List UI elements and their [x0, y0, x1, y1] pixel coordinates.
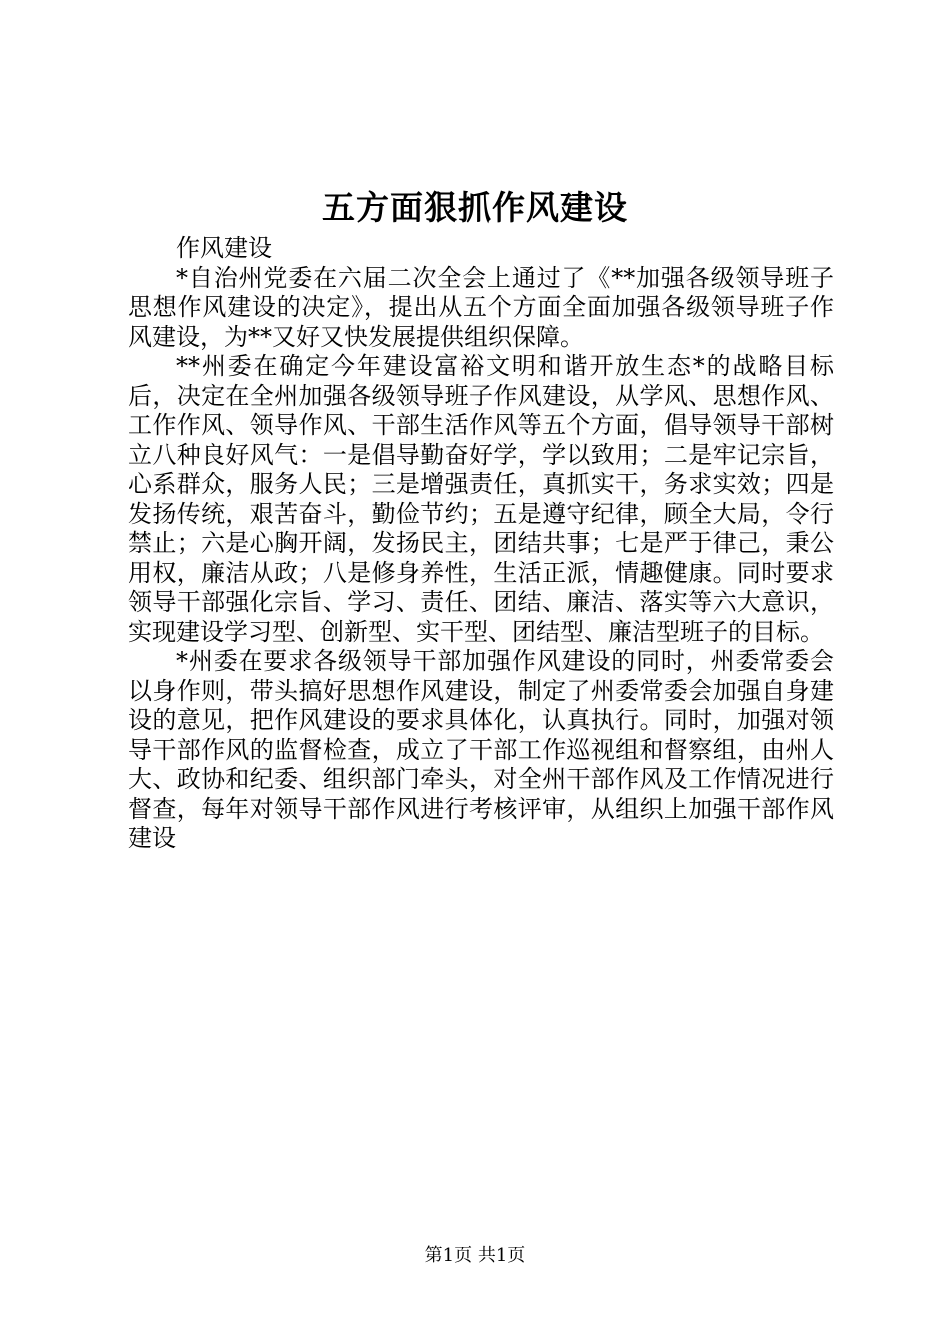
- paragraph-goals: **州委在确定今年建设富裕文明和谐开放生态*的战略目标后，决定在全州加强各级领导班子作风建设，从学风、思想作风、工作作风、领导作风、干部生活作风等五个方面，倡导领导干部树立八种良好风气：一是倡导勤奋好学，学以致用；二是牢记宗旨，心系群众，服务人民；三是增强责任，真抓实干，务求实效；四是发扬传统，艰苦奋斗，勤俭节约；五是遵守纪律，顾全大局，令行禁止；六是心胸开阔，发扬民主，团结共事；七是严于律己，秉公用权，廉洁从政；八是修身养性，生活正派，情趣健康。同时要求领导干部强化宗旨、学习、责任、团结、廉洁、落实等六大意识，实现建设学习型、创新型、实干型、团结型、廉洁型班子的目标。: [128, 352, 834, 646]
- page-footer: 第1页 共1页: [424, 1245, 526, 1266]
- document-title: 五方面狠抓作风建设: [322, 188, 628, 227]
- paragraph-intro: *自治州党委在六届二次全会上通过了《**加强各级领导班子思想作风建设的决定》，提出从五个方面全面加强各级领导班子作风建设，为**又好又快发展提供组织保障。: [128, 263, 834, 351]
- paragraph-measures: *州委在要求各级领导干部加强作风建设的同时，州委常委会以身作则，带头搞好思想作风建设，制定了州委常委会加强自身建设的意见，把作风建设的要求具体化，认真执行。同时，加强对领导干部作风的监督检查，成立了干部工作巡视组和督察组，由州人大、政协和纪委、组织部门牵头，对全州干部作风及工作情况进行督查，每年对领导干部作风进行考核评审，从组织上加强干部作风建设: [128, 647, 834, 852]
- document-body: [128, 234, 834, 854]
- paragraph-keyword: 作风建设: [176, 234, 272, 262]
